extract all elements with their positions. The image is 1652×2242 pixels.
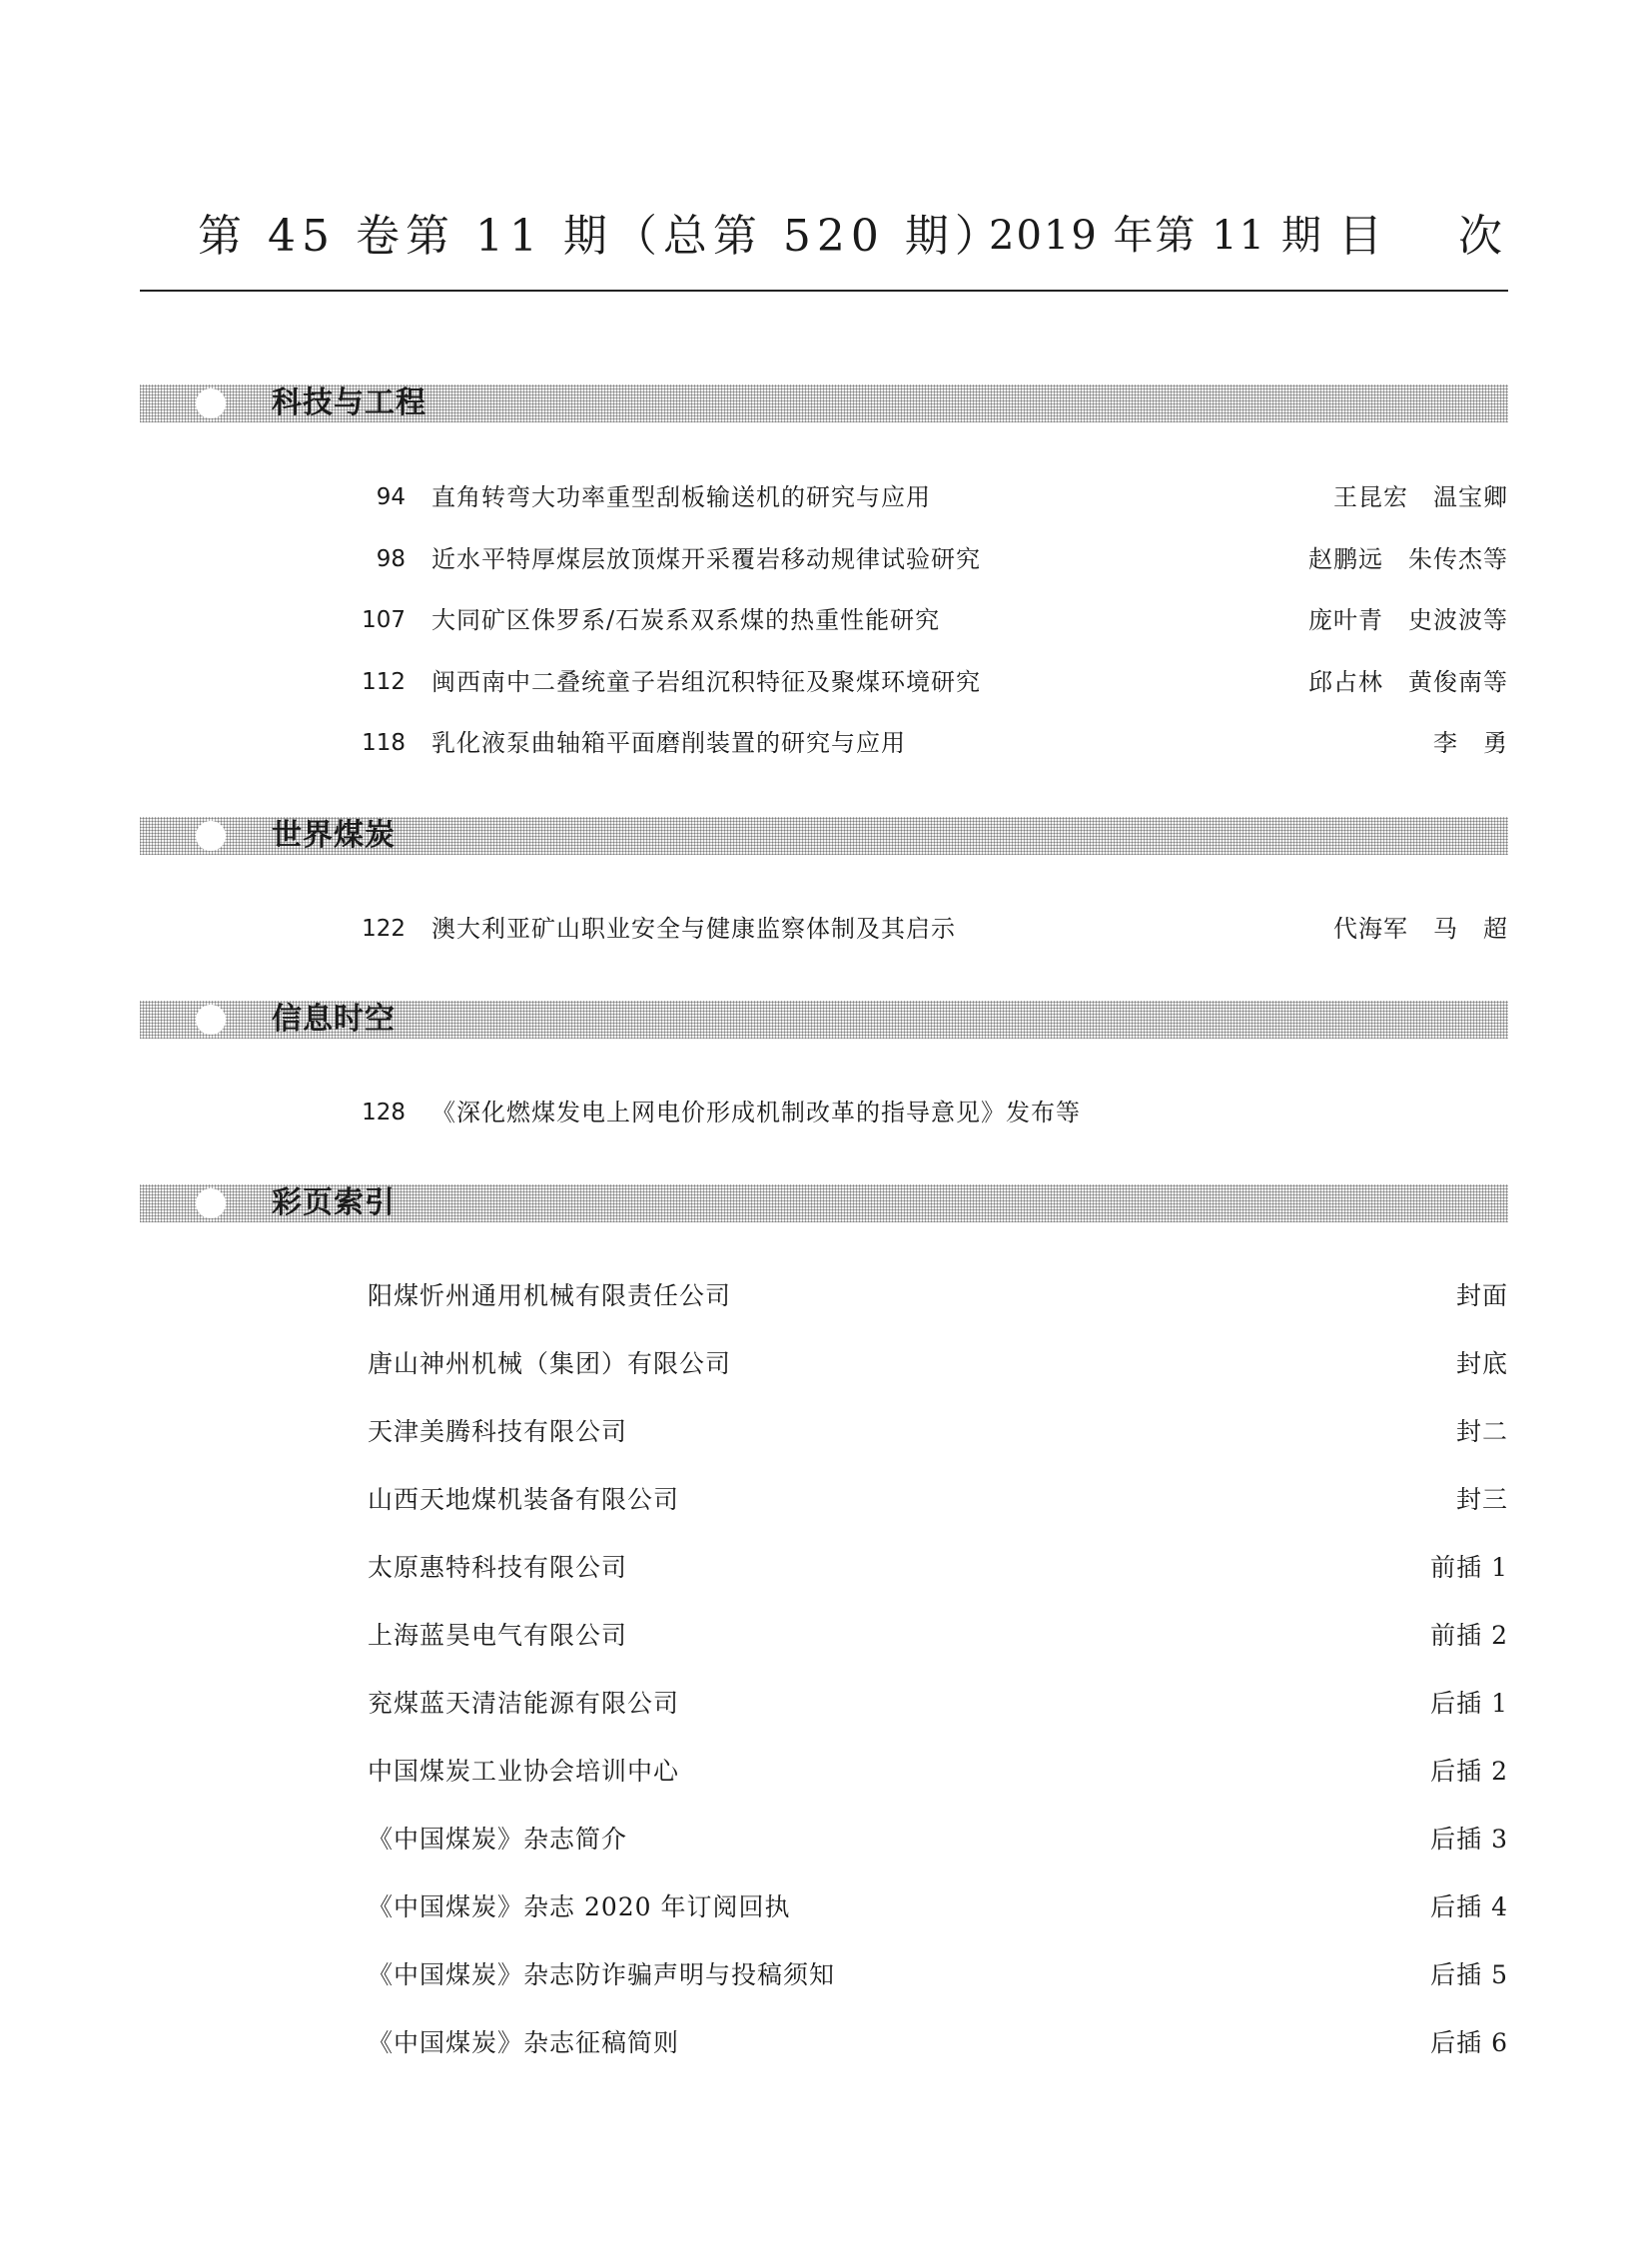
ad-position: 后插 2	[1430, 1757, 1508, 1786]
year-issue: 2019 年第 11 期	[989, 213, 1323, 259]
ad-name: 上海蓝昊电气有限公司	[368, 1621, 628, 1650]
section-title: 世界煤炭	[272, 818, 396, 853]
ad-entry[interactable]	[140, 1344, 1508, 1384]
entry-title: 近水平特厚煤层放顶煤开采覆岩移动规律试验研究	[431, 545, 981, 573]
section-title: 彩页索引	[272, 1185, 396, 1220]
bullet-circle-icon	[196, 821, 226, 851]
ad-entry[interactable]	[140, 1412, 1508, 1452]
bullet-circle-icon	[196, 388, 226, 418]
ad-entry[interactable]	[140, 1955, 1508, 1995]
entry-page: 128	[362, 1100, 406, 1125]
entry-title: 大同矿区侏罗系/石炭系双系煤的热重性能研究	[431, 606, 941, 634]
ad-position: 封底	[1455, 1349, 1508, 1378]
bullet-circle-icon	[196, 1005, 226, 1035]
ad-entry[interactable]	[140, 1480, 1508, 1520]
section-title: 信息时空	[272, 1002, 396, 1037]
ad-name: 山西天地煤机装备有限公司	[368, 1485, 680, 1514]
ad-position: 后插 6	[1430, 2028, 1508, 2057]
ad-name: 《中国煤炭》杂志简介	[368, 1825, 628, 1854]
toc-heading-char-2: 次	[1458, 211, 1502, 262]
entry-authors: 赵鹏远 朱传杰等	[1308, 545, 1508, 573]
entry-page: 122	[362, 916, 406, 942]
ad-position: 后插 1	[1430, 1689, 1508, 1718]
ad-entry[interactable]	[140, 1820, 1508, 1860]
ad-position: 后插 5	[1430, 1960, 1508, 1989]
ad-name: 《中国煤炭》杂志防诈骗声明与投稿须知	[368, 1960, 836, 1989]
toc-entry[interactable]	[140, 1093, 1508, 1132]
entry-title: 直角转弯大功率重型刮板输送机的研究与应用	[431, 483, 931, 511]
ad-position: 封面	[1455, 1281, 1508, 1310]
entry-title: 乳化液泵曲轴箱平面磨削装置的研究与应用	[431, 729, 906, 757]
entry-authors: 王昆宏 温宝卿	[1333, 483, 1508, 511]
ad-name: 《中国煤炭》杂志 2020 年订阅回执	[368, 1892, 791, 1921]
ad-entry[interactable]	[140, 2023, 1508, 2063]
ad-name: 唐山神州机械（集团）有限公司	[368, 1349, 732, 1378]
ad-position: 封三	[1455, 1485, 1508, 1514]
ad-name: 中国煤炭工业协会培训中心	[368, 1757, 680, 1786]
volume-issue: 第 45 卷第 11 期（总第 520 期）	[198, 211, 1005, 262]
ad-position: 封二	[1455, 1417, 1508, 1446]
ad-entry[interactable]	[140, 1887, 1508, 1927]
section-bar-ad-index	[140, 1184, 1508, 1222]
ad-position: 后插 3	[1430, 1825, 1508, 1854]
ad-name: 天津美腾科技有限公司	[368, 1417, 628, 1446]
ad-name: 《中国煤炭》杂志征稿简则	[368, 2028, 680, 2057]
toc-entry[interactable]	[140, 539, 1508, 579]
entry-authors: 邱占林 黄俊南等	[1308, 668, 1508, 696]
entry-authors: 代海军 马 超	[1333, 915, 1508, 943]
ad-entry[interactable]	[140, 1616, 1508, 1656]
section-bar-info	[140, 1001, 1508, 1039]
entry-page: 94	[376, 484, 406, 510]
ad-name: 太原惠特科技有限公司	[368, 1553, 628, 1582]
toc-entry[interactable]	[140, 600, 1508, 640]
ad-position: 前插 1	[1430, 1553, 1508, 1582]
entry-page: 118	[362, 730, 406, 756]
section-title: 科技与工程	[272, 385, 426, 420]
toc-entry[interactable]	[140, 723, 1508, 763]
entry-page: 112	[362, 669, 406, 695]
header-rule	[140, 290, 1508, 292]
entry-title: 澳大利亚矿山职业安全与健康监察体制及其启示	[431, 915, 956, 943]
section-bar-tech	[140, 384, 1508, 422]
entry-page: 98	[376, 546, 406, 572]
masthead	[140, 200, 1508, 260]
entry-authors: 庞叶青 史波波等	[1308, 606, 1508, 634]
toc-entry[interactable]	[140, 477, 1508, 517]
entry-authors: 李 勇	[1433, 729, 1508, 757]
toc-entry[interactable]	[140, 909, 1508, 949]
toc-entry[interactable]	[140, 662, 1508, 702]
section-bar-world-coal	[140, 817, 1508, 855]
ad-name: 兖煤蓝天清洁能源有限公司	[368, 1689, 680, 1718]
ad-entry[interactable]	[140, 1752, 1508, 1792]
entry-title: 《深化燃煤发电上网电价形成机制改革的指导意见》发布等	[431, 1099, 1081, 1126]
ad-entry[interactable]	[140, 1684, 1508, 1724]
bullet-circle-icon	[196, 1188, 226, 1218]
entry-page: 107	[362, 607, 406, 633]
ad-entry[interactable]	[140, 1276, 1508, 1316]
ad-entry[interactable]	[140, 1548, 1508, 1588]
ad-name: 阳煤忻州通用机械有限责任公司	[368, 1281, 732, 1310]
entry-title: 闽西南中二叠统童子岩组沉积特征及聚煤环境研究	[431, 668, 981, 696]
ad-position: 前插 2	[1430, 1621, 1508, 1650]
toc-heading-char-1: 目	[1338, 211, 1382, 262]
ad-position: 后插 4	[1430, 1892, 1508, 1921]
